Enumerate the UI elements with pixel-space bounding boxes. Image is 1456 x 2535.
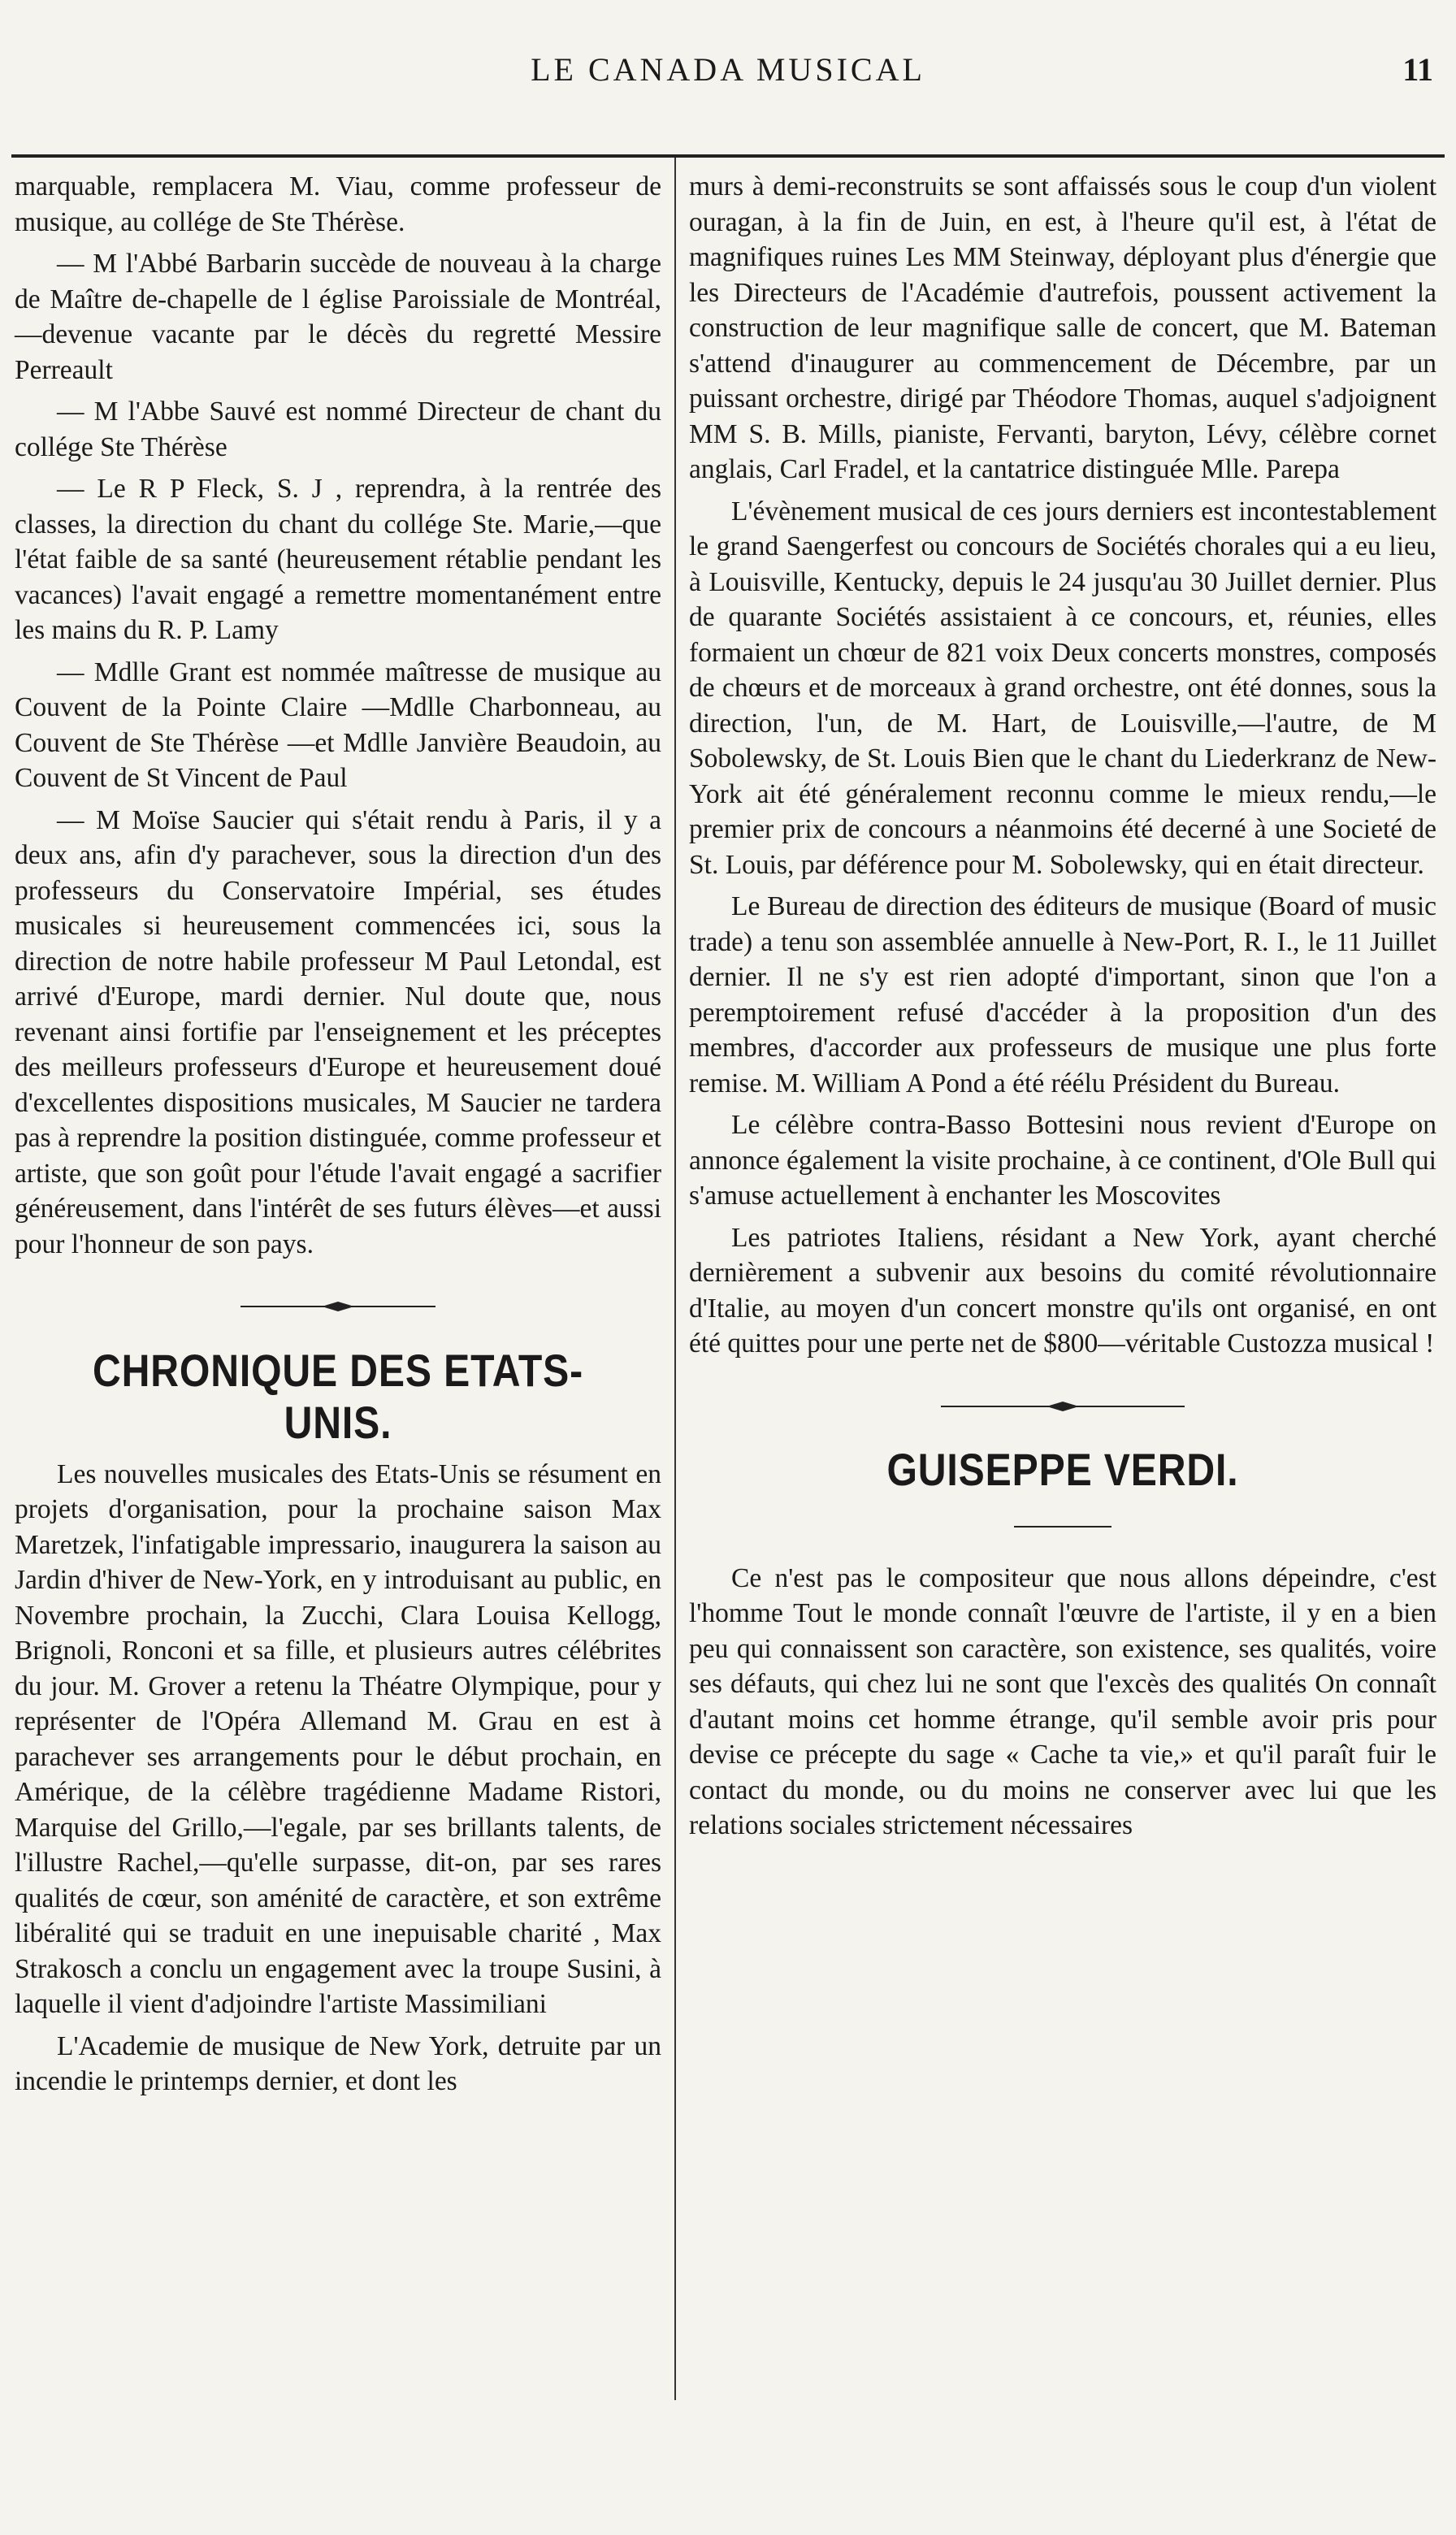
paragraph: L'Academie de musique de New York, detruite par un incendie le printemps dernier, et dont les bbox=[15, 2030, 661, 2096]
left-column bbox=[15, 169, 661, 2106]
paragraph: marquable, remplacera M. Viau, comme professeur de musique, au collége de Ste Thérèse. bbox=[15, 171, 661, 237]
section-heading: CHRONIQUE DES ETATS-UNIS. bbox=[92, 1344, 584, 1448]
paragraph: L'évènement musical de ces jours derniers est incontestablement le grand Saengerfest ou concours de Sociétés chorales qui a eu lieu, à Louisville, Kentucky, depuis le 24 jusqu'au 30 Juillet dernier. Plus de quarante Sociétés assistaient à ce concours, et, réunies, elles formaient un chœur de 821 voix Deux concerts monstres, composés de chœurs et de morceaux à grand orchestre, ont été donnes, sous la direction, l'un, de M. Hart, de Louisville,—l'autre, de M Sobolewsky, de St. Louis Bien que le chant du Liederkranz de New-York ait été généralement reconnu comme le mieux rendu,—le premier prix de concours a néanmoins été decerné à une Societé de St. Louis, par déférence pour M. Sobolewsky, qui en était directeur. bbox=[689, 496, 1436, 880]
paragraph: Les nouvelles musicales des Etats-Unis se résument en projets d'organisation, pour la prochaine saison Max Maretzek, l'infatigable impressario, inaugurera la saison au Jardin d'hiver de New-York, en y introduisant au public, en Novembre prochain, la Zucchi, Clara Louisa Kellogg, Brignoli, Ronconi et sa fille, et plusieurs autres célébrites du jour. M. Grover a retenu la Théatre Olympique, pour y représenter de l'Opéra Allemand M. Grau en est à parachever ses arrangements pour le début prochain, en Amérique, de la célèbre tragédienne Madame Ristori, Marquise del Grillo,—l'egale, par ses brillants talents, de l'illustre Rachel,—qu'elle surpasse, dit-on, par ses rares qualités de cœur, son aménité de caractère, et son extrême libéralité qui se traduit en une inepuisable charité , Max Strakosch a conclu un engagement avec la troupe Susini, à laquelle il vient d'adjoindre l'artiste Massimiliani bbox=[15, 1458, 661, 2019]
paragraph: Le Bureau de direction des éditeurs de musique (Board of music trade) a tenu son assemblée annuelle à New-Port, R. I., le 11 Juillet dernier. Il ne s'y est rien adopté d'important, sinon que l'on a peremptoirement refusé d'accéder à la proposition d'un des membres, d'accorder aux professeurs de musique une plus forte remise. M. William A Pond a été réélu Président du Bureau. bbox=[689, 891, 1436, 1098]
section-heading: GUISEPPE VERDI. bbox=[886, 1444, 1239, 1495]
paragraph: Le célèbre contra-Basso Bottesini nous revient d'Europe on annonce également la visite prochaine, à ce continent, d'Ole Bull qui s'amuse actuellement à enchanter les Moscovites bbox=[689, 1110, 1436, 1211]
column-divider bbox=[674, 158, 676, 2400]
heading-underline bbox=[689, 1504, 1436, 1540]
ornamental-separator bbox=[15, 1286, 661, 1322]
right-column bbox=[689, 169, 1436, 1850]
paragraph: — Mdlle Grant est nommée maîtresse de musique au Couvent de la Pointe Claire —Mdlle Charbonneau, au Couvent de Ste Thérèse —et Mdlle Janvière Beaudoin, au Couvent de St Vincent de Paul bbox=[15, 656, 661, 793]
publication-title: LE CANADA MUSICAL bbox=[531, 51, 925, 88]
paragraph: — Le R P Fleck, S. J , reprendra, à la rentrée des classes, la direction du chant du collége Ste. Marie,—que l'état faible de sa santé (heureusement rétablie pendant les vacances) l'avait engagé a remettre momentanément entre les mains du R. P. Lamy bbox=[15, 474, 661, 645]
header-rule bbox=[11, 154, 1445, 158]
paragraph: — M l'Abbe Sauvé est nommé Directeur de chant du collége Ste Thérèse bbox=[15, 396, 661, 462]
paragraph: — M l'Abbé Barbarin succède de nouveau à la charge de Maître de-chapelle de l église Paroissiale de Montréal,—devenue vacante par le décès du regretté Messire Perreault bbox=[15, 249, 661, 385]
page-header bbox=[0, 50, 1456, 99]
paragraph: Les patriotes Italiens, résidant a New York, ayant cherché dernièrement a subvenir aux besoins du comité révolutionnaire d'Italie, au moyen d'un concert monstre qu'ils ont organisé, en ont été quittes pour une perte net de $800—véritable Custozza musical ! bbox=[689, 1222, 1436, 1358]
paragraph: — M Moïse Saucier qui s'était rendu à Paris, il y a deux ans, afin d'y parachever, sous la direction d'un des professeurs du Conservatoire Impérial, ses études musicales si heureusement commencées ici, sous la direction de notre habile professeur M Paul Letondal, est arrivé d'Europe, mardi dernier. Nul doute que, nous revenant ainsi fortifie par l'enseignement et les préceptes des meilleurs professeurs d'Europe et heureusement doué d'excellentes dispositions musicales, M Saucier ne tardera pas à reprendre la position distinguée, comme professeur et artiste, que son goût pour l'étude l'avait engagé a sacrifier généreusement, dans l'intérêt de ses futurs élèves—et aussi pour l'honneur de son pays. bbox=[15, 804, 661, 1259]
ornamental-separator bbox=[689, 1386, 1436, 1422]
paragraph: murs à demi-reconstruits se sont affaissés sous le coup d'un violent ouragan, à la fin de Juin, en est, à l'heure qu'il est, à l'état de magnifiques ruines Les MM Steinway, déployant plus d'énergie que les Directeurs de l'Académie d'autrefois, poussent activement la construction de leur magnifique salle de concert, que M. Bateman s'attend d'inaugurer au commencement de Décembre, par un puissant orchestre, dirigé par Théodore Thomas, auquel s'adjoignent MM S. B. Mills, pianiste, Fervanti, baryton, Lévy, célèbre cornet anglais, Carl Fradel, et la cantatrice distinguée Mlle. Parepa bbox=[689, 171, 1436, 484]
paragraph: Ce n'est pas le compositeur que nous allons dépeindre, c'est l'homme Tout le monde connaît l'œuvre de l'artiste, il y en a bien peu qui connaissent son caractère, son existence, ses qualités, voire ses défauts, qui chez lui ne sont que l'excès des qualités On connaît d'autant moins cet homme étrange, qu'il semble avoir pris pour devise ce précepte du sage « Cache ta vie,» et qu'il paraît fuir le contact du monde, ou du moins ne conserver avec lui que les relations sociales strictement nécessaires bbox=[689, 1562, 1436, 1840]
page-number: 11 bbox=[1402, 51, 1433, 88]
